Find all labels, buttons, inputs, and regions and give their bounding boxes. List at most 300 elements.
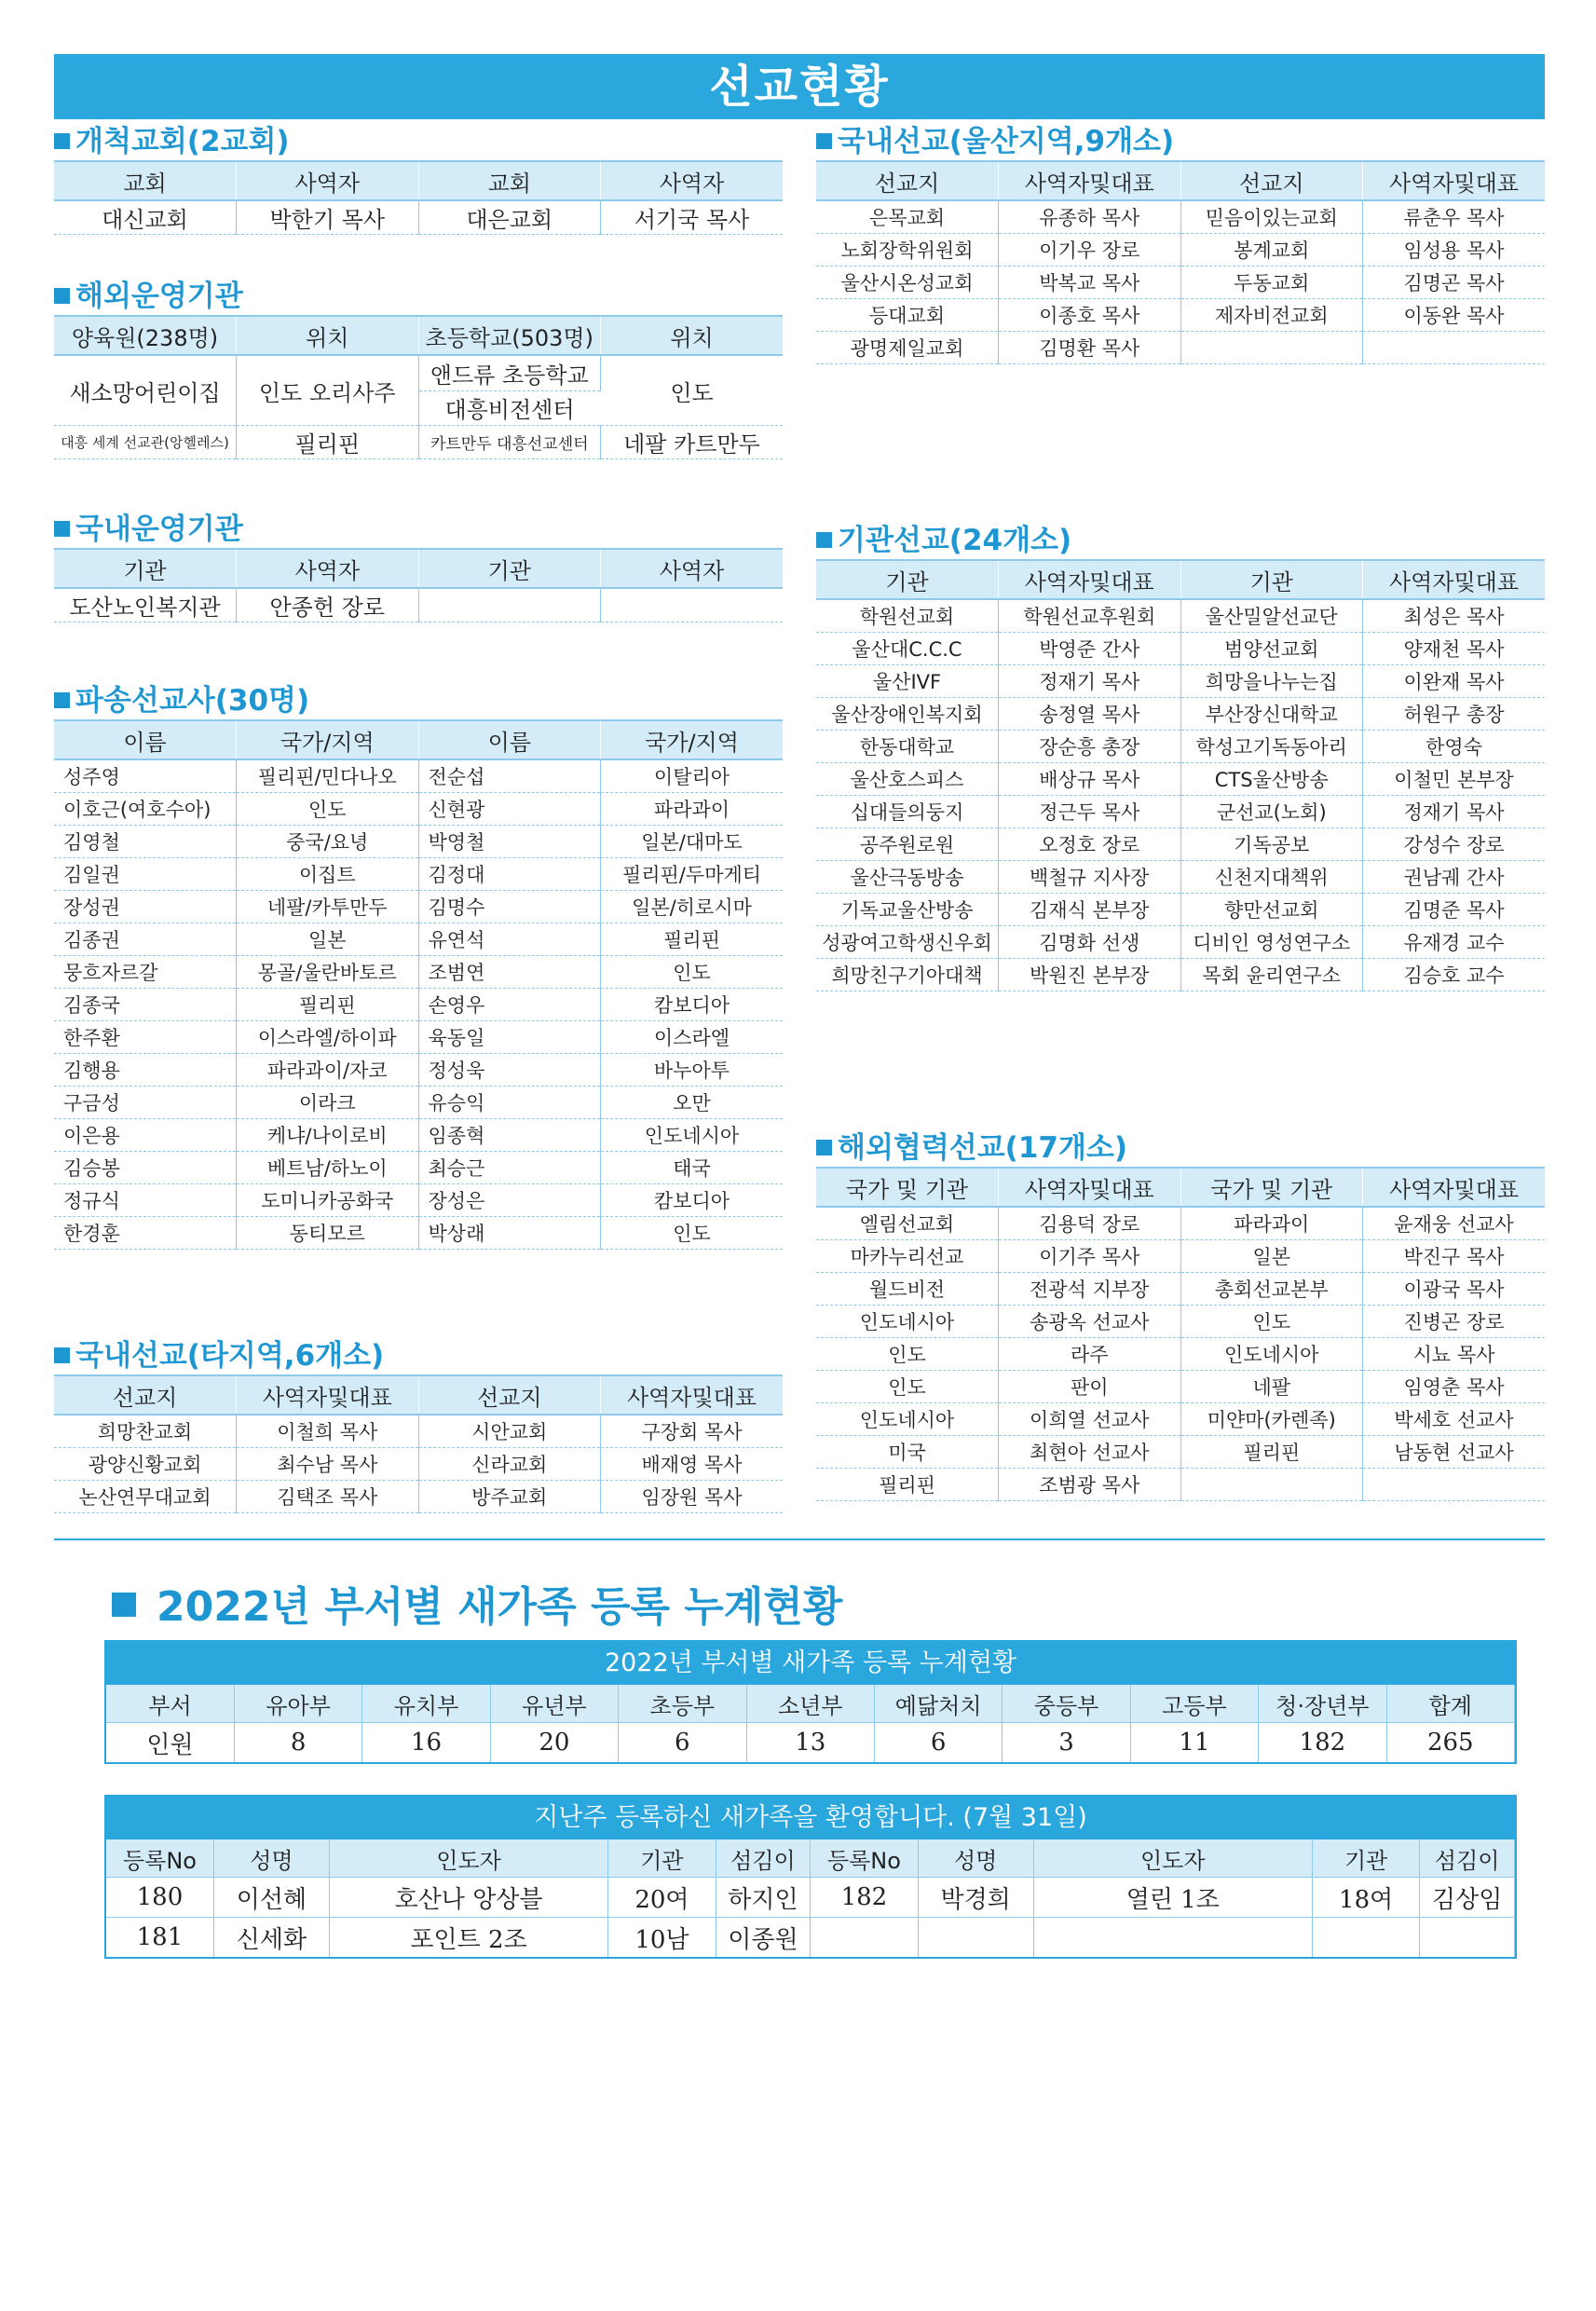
table-cell: 신라교회: [418, 1448, 601, 1481]
table-row: [54, 923, 783, 956]
table-cell: 인도네시아: [816, 1306, 999, 1338]
table-cell: 최승근: [418, 1152, 601, 1184]
table-cell: 조범연: [418, 956, 601, 989]
table-cell: 희망찬교회: [54, 1415, 237, 1448]
table-cell: 판이: [999, 1371, 1181, 1403]
table-cell: 광양신황교회: [54, 1448, 237, 1481]
table-header: 선교지: [418, 1375, 601, 1415]
table-cell: 이철민 본부장: [1363, 763, 1546, 796]
table-header: 위치: [601, 316, 784, 355]
table-cell: 김재식 본부장: [999, 894, 1181, 926]
table-cell: 인도네시아: [601, 1119, 784, 1152]
table-cell: 범양선교회: [1180, 633, 1363, 665]
table-header: 위치: [237, 316, 419, 355]
table-row: [106, 1878, 1515, 1918]
table-row: [816, 267, 1545, 299]
table-header: 사역자및대표: [999, 560, 1181, 599]
table-cell: 중국/요녕: [237, 826, 419, 858]
table-cell: 이호근(여호수아): [54, 793, 237, 826]
table-row: [54, 1448, 783, 1481]
table-cell: 성주영: [54, 759, 237, 793]
table-cell: 대흥비전센터: [418, 390, 601, 426]
table-cell: [601, 588, 784, 622]
section-title: 개척교회(2교회): [54, 123, 783, 160]
table-cell: 케냐/나이로비: [237, 1119, 419, 1152]
table-cell: 이선혜: [213, 1878, 329, 1918]
table-cell: 캄보디아: [601, 989, 784, 1021]
square-bullet-icon: [54, 521, 70, 537]
table-header: 중등부: [1003, 1685, 1130, 1723]
table-cell: 김명화 선생: [999, 926, 1181, 959]
overseas-coop-section: [816, 1129, 1545, 1501]
table-header: 합계: [1386, 1685, 1514, 1723]
table-header: 초등학교(503명): [418, 316, 601, 355]
table-cell: 엘림선교회: [816, 1207, 999, 1240]
table-cell: CTS울산방송: [1180, 763, 1363, 796]
table-cell: 전광석 지부장: [999, 1273, 1181, 1306]
table-cell: 박영철: [418, 826, 601, 858]
table-cell: 필리핀: [237, 989, 419, 1021]
table-cell: 안종헌 장로: [237, 588, 419, 622]
table-cell: 정규식: [54, 1184, 237, 1217]
table-header: 기관: [418, 549, 601, 588]
table-cell: 6: [619, 1723, 746, 1763]
table-row: [816, 894, 1545, 926]
table-cell: 인도: [237, 793, 419, 826]
table-cell: 인원: [106, 1723, 234, 1763]
table-cell: 18여: [1312, 1878, 1419, 1918]
table-cell: 유승익: [418, 1087, 601, 1119]
table-cell: 두동교회: [1180, 267, 1363, 299]
table-cell: 182: [1259, 1723, 1386, 1763]
table-cell: 16: [362, 1723, 490, 1763]
table-row: [816, 633, 1545, 665]
table-cell: 오만: [601, 1087, 784, 1119]
institutional-section: [816, 522, 1545, 991]
section-title: 국내선교(타지역,6개소): [54, 1337, 783, 1374]
table-row: [816, 698, 1545, 731]
square-bullet-icon: [54, 288, 70, 304]
table-cell: 이희열 선교사: [999, 1403, 1181, 1436]
table-row: [816, 599, 1545, 633]
table-cell: 이스라엘: [601, 1021, 784, 1054]
square-bullet-icon: [816, 133, 832, 149]
table-row: [54, 1152, 783, 1184]
table-header: 사역자: [601, 161, 784, 200]
table-cell: 유종하 목사: [999, 200, 1181, 234]
table-header: 섬김이: [716, 1839, 811, 1878]
table-cell: 학원선교후원회: [999, 599, 1181, 633]
table-cell: 디비인 영성연구소: [1180, 926, 1363, 959]
table-cell: 구장회 목사: [601, 1415, 784, 1448]
table-cell: 10남: [608, 1918, 716, 1958]
table-row: [54, 858, 783, 891]
table-cell: 265: [1386, 1723, 1514, 1763]
table-cell: [811, 1918, 918, 1958]
table-cell: [1363, 332, 1546, 364]
domestic-ulsan-table: [816, 160, 1545, 364]
table-row: [816, 1273, 1545, 1306]
table-cell: 정성욱: [418, 1054, 601, 1087]
table-cell: 태국: [601, 1152, 784, 1184]
table-cell: 기독공보: [1180, 828, 1363, 861]
table-cell: 한주환: [54, 1021, 237, 1054]
table-cell: 김승봉: [54, 1152, 237, 1184]
table-cell: 필리핀: [1180, 1436, 1363, 1469]
table-row: [816, 200, 1545, 234]
table-cell: 학성고기독동아리: [1180, 731, 1363, 763]
table-cell: 신현광: [418, 793, 601, 826]
table-cell: 박복교 목사: [999, 267, 1181, 299]
table-cell: 이은용: [54, 1119, 237, 1152]
welcome-box: [104, 1795, 1517, 1959]
table-cell: 파라과이/자코: [237, 1054, 419, 1087]
table-row: [54, 1087, 783, 1119]
table-cell: 8: [234, 1723, 361, 1763]
table-cell: 강성수 장로: [1363, 828, 1546, 861]
table-row: [54, 759, 783, 793]
table-cell: 김행용: [54, 1054, 237, 1087]
table-cell: [1180, 1469, 1363, 1501]
table-cell: 김상임: [1420, 1878, 1515, 1918]
table-cell: 이스라엘/하이파: [237, 1021, 419, 1054]
table-row: [106, 1918, 1515, 1958]
table-row: [816, 1207, 1545, 1240]
table-cell: 카트만두 대흥선교센터: [418, 426, 601, 459]
table-cell: 신천지대책위: [1180, 861, 1363, 894]
section-title: 해외협력선교(17개소): [816, 1129, 1545, 1167]
table-cell: 이집트: [237, 858, 419, 891]
page-banner: 선교현황: [54, 54, 1545, 119]
table-row: [54, 1021, 783, 1054]
table-header: 국가/지역: [237, 720, 419, 759]
table-cell: 김정대: [418, 858, 601, 891]
table-cell: 파라과이: [601, 793, 784, 826]
table-row: [816, 1240, 1545, 1273]
table-cell: 노회장학위원회: [816, 234, 999, 267]
table-cell: 십대들의둥지: [816, 796, 999, 828]
table-cell: 20: [490, 1723, 618, 1763]
table-cell: 희망을나누는집: [1180, 665, 1363, 698]
table-header: 선교지: [1180, 161, 1363, 200]
table-cell: 희망친구기아대책: [816, 959, 999, 991]
table-header: 국가/지역: [601, 720, 784, 759]
table-cell: 박세호 선교사: [1363, 1403, 1546, 1436]
table-header: 유년부: [490, 1685, 618, 1723]
table-cell: 울산장애인복지회: [816, 698, 999, 731]
table-cell: 김종국: [54, 989, 237, 1021]
table-row: [816, 1338, 1545, 1371]
table-header: 사역자및대표: [999, 161, 1181, 200]
square-bullet-icon: [54, 1347, 70, 1363]
table-cell: 최성은 목사: [1363, 599, 1546, 633]
table-cell: 정재기 목사: [1363, 796, 1546, 828]
table-cell: 김영철: [54, 826, 237, 858]
table-cell: 바누아투: [601, 1054, 784, 1087]
table-header: 선교지: [54, 1375, 237, 1415]
table-cell: 이광국 목사: [1363, 1273, 1546, 1306]
table-cell: 이종원: [716, 1918, 811, 1958]
table-cell: 김명곤 목사: [1363, 267, 1546, 299]
table-cell: 김승호 교수: [1363, 959, 1546, 991]
table-cell: 대은교회: [418, 200, 601, 235]
table-row: [54, 891, 783, 923]
table-cell: 울산극동방송: [816, 861, 999, 894]
table-header: 사역자: [237, 549, 419, 588]
square-bullet-icon: [54, 692, 70, 708]
table-cell: 기독교울산방송: [816, 894, 999, 926]
table-cell: 박진구 목사: [1363, 1240, 1546, 1273]
table-cell: 인도네시아: [816, 1403, 999, 1436]
table-cell: 13: [746, 1723, 874, 1763]
table-cell: 임장원 목사: [601, 1481, 784, 1513]
table-row: [54, 1415, 783, 1448]
table-cell: 허원구 총장: [1363, 698, 1546, 731]
table-cell: 도미니카공화국: [237, 1184, 419, 1217]
table-row: [816, 234, 1545, 267]
table-cell: 최수남 목사: [237, 1448, 419, 1481]
table-cell: 181: [106, 1918, 213, 1958]
table-header: 등록No: [106, 1839, 213, 1878]
table-header: 예닮처치: [874, 1685, 1002, 1723]
table-cell: 장성권: [54, 891, 237, 923]
table-cell: [1180, 332, 1363, 364]
table-header: 사역자: [237, 161, 419, 200]
table-row: [54, 1184, 783, 1217]
table-cell: [1312, 1918, 1419, 1958]
table-cell: 필리핀: [816, 1469, 999, 1501]
table-cell: 네팔 카트만두: [601, 426, 784, 459]
table-cell: 일본/히로시마: [601, 891, 784, 923]
table-cell: 류춘우 목사: [1363, 200, 1546, 234]
pioneer-table: [54, 160, 783, 235]
section-title: 국내선교(울산지역,9개소): [816, 123, 1545, 160]
table-cell: 이탈리아: [601, 759, 784, 793]
table-header: 부서: [106, 1685, 234, 1723]
table-cell: 시뇨 목사: [1363, 1338, 1546, 1371]
square-bullet-icon: [816, 532, 832, 548]
table-header: 선교지: [816, 161, 999, 200]
table-header: 국가 및 기관: [816, 1168, 999, 1207]
overseas-org-table: [54, 315, 783, 459]
table-cell: 장순흥 총장: [999, 731, 1181, 763]
overseas-coop-table: [816, 1167, 1545, 1501]
table-cell: 손영우: [418, 989, 601, 1021]
table-cell: 울산대C.C.C: [816, 633, 999, 665]
table-cell: 일본/대마도: [601, 826, 784, 858]
registration-caption: 2022년 부서별 새가족 등록 누계현황: [106, 1642, 1515, 1685]
table-row: [54, 1217, 783, 1250]
table-cell: 박영준 간사: [999, 633, 1181, 665]
table-cell: 임성용 목사: [1363, 234, 1546, 267]
table-row: [816, 1403, 1545, 1436]
table-cell: 네팔: [1180, 1371, 1363, 1403]
table-cell: 김택조 목사: [237, 1481, 419, 1513]
table-cell: 미얀마(카렌족): [1180, 1403, 1363, 1436]
table-row: [54, 826, 783, 858]
table-cell: 인도네시아: [1180, 1338, 1363, 1371]
table-cell: 베트남/하노이: [237, 1152, 419, 1184]
table-cell: 이기주 목사: [999, 1240, 1181, 1273]
registration-title: 2022년 부서별 새가족 등록 누계현황: [112, 1573, 842, 1633]
table-cell: 필리핀: [601, 923, 784, 956]
table-cell: 군선교(노회): [1180, 796, 1363, 828]
table-cell: 이라크: [237, 1087, 419, 1119]
table-cell: 김명환 목사: [999, 332, 1181, 364]
section-title: 기관선교(24개소): [816, 522, 1545, 559]
table-cell: 앤드류 초등학교: [418, 355, 601, 390]
table-cell: 믿음이있는교회: [1180, 200, 1363, 234]
table-row: [54, 200, 783, 235]
table-row: [816, 665, 1545, 698]
domestic-ulsan-section: [816, 123, 1545, 364]
table-row: [816, 959, 1545, 991]
section-title: 해외운영기관: [54, 278, 783, 315]
table-cell: 파라과이: [1180, 1207, 1363, 1240]
table-cell: 유재경 교수: [1363, 926, 1546, 959]
table-header: 국가 및 기관: [1180, 1168, 1363, 1207]
table-cell: 양재천 목사: [1363, 633, 1546, 665]
registration-table: [106, 1685, 1515, 1762]
section-title: 국내운영기관: [54, 511, 783, 548]
table-cell: 시안교회: [418, 1415, 601, 1448]
table-cell: 조범광 목사: [999, 1469, 1181, 1501]
table-cell: 울산호스피스: [816, 763, 999, 796]
table-cell: 등대교회: [816, 299, 999, 332]
table-cell: 배상규 목사: [999, 763, 1181, 796]
table-header: 사역자및대표: [1363, 560, 1546, 599]
table-cell: 이기우 장로: [999, 234, 1181, 267]
table-cell: 182: [811, 1878, 918, 1918]
table-header: 이름: [418, 720, 601, 759]
table-row: [816, 861, 1545, 894]
table-cell: 진병곤 장로: [1363, 1306, 1546, 1338]
table-cell: 일본: [237, 923, 419, 956]
registration-box: [104, 1640, 1517, 1764]
table-header: 교회: [418, 161, 601, 200]
table-cell: 공주원로원: [816, 828, 999, 861]
table-row: [54, 1119, 783, 1152]
table-cell: 미국: [816, 1436, 999, 1469]
table-cell: 서기국 목사: [601, 200, 784, 235]
table-cell: 박경희: [918, 1878, 1033, 1918]
table-cell: 울산밀알선교단: [1180, 599, 1363, 633]
table-header: 이름: [54, 720, 237, 759]
table-row: [816, 828, 1545, 861]
table-cell: 11: [1130, 1723, 1258, 1763]
square-bullet-icon: [112, 1593, 136, 1617]
table-cell: [918, 1918, 1033, 1958]
missionaries-table: [54, 719, 783, 1250]
table-header: 기관: [54, 549, 237, 588]
table-cell: 김명수: [418, 891, 601, 923]
table-cell: 김종권: [54, 923, 237, 956]
table-cell: 오정호 장로: [999, 828, 1181, 861]
domestic-org-table: [54, 548, 783, 622]
table-cell: 일본: [1180, 1240, 1363, 1273]
table-cell: 박한기 목사: [237, 200, 419, 235]
table-header: 성명: [918, 1839, 1033, 1878]
table-cell: 울산IVF: [816, 665, 999, 698]
table-cell: 인도: [1180, 1306, 1363, 1338]
table-cell: [1363, 1469, 1546, 1501]
table-header: 기관: [608, 1839, 716, 1878]
table-header: 유치부: [362, 1685, 490, 1723]
table-header: 사역자및대표: [1363, 161, 1546, 200]
table-row: [54, 1054, 783, 1087]
table-row: [54, 793, 783, 826]
table-cell: 인도: [816, 1371, 999, 1403]
table-cell: 이종호 목사: [999, 299, 1181, 332]
table-row: [54, 1481, 783, 1513]
table-row: [54, 956, 783, 989]
table-header: 사역자및대표: [237, 1375, 419, 1415]
table-cell: 인도 오리사주: [237, 355, 419, 426]
table-cell: 한경훈: [54, 1217, 237, 1250]
table-cell: 남동현 선교사: [1363, 1436, 1546, 1469]
table-header: 유아부: [234, 1685, 361, 1723]
table-header: 사역자및대표: [999, 1168, 1181, 1207]
table-cell: 인도: [601, 956, 784, 989]
table-cell: 필리핀: [237, 426, 419, 459]
table-cell: 도산노인복지관: [54, 588, 237, 622]
table-cell: 학원선교회: [816, 599, 999, 633]
table-cell: 송정열 목사: [999, 698, 1181, 731]
table-header: 인도자: [1033, 1839, 1312, 1878]
table-cell: 최현아 선교사: [999, 1436, 1181, 1469]
table-cell: 윤재웅 선교사: [1363, 1207, 1546, 1240]
table-header: 등록No: [811, 1839, 918, 1878]
domestic-org-section: [54, 511, 783, 622]
table-cell: [418, 588, 601, 622]
table-cell: 이철희 목사: [237, 1415, 419, 1448]
table-cell: 부산장신대학교: [1180, 698, 1363, 731]
table-cell: 전순섭: [418, 759, 601, 793]
table-cell: 6: [874, 1723, 1002, 1763]
missionaries-section: [54, 682, 783, 1250]
table-cell: 박원진 본부장: [999, 959, 1181, 991]
table-header: 양육원(238명): [54, 316, 237, 355]
table-header: 고등부: [1130, 1685, 1258, 1723]
table-cell: 김일권: [54, 858, 237, 891]
table-cell: 송광옥 선교사: [999, 1306, 1181, 1338]
table-header: 사역자및대표: [1363, 1168, 1546, 1207]
table-row: [816, 731, 1545, 763]
table-header: 성명: [213, 1839, 329, 1878]
table-cell: 마카누리선교: [816, 1240, 999, 1273]
table-cell: 논산연무대교회: [54, 1481, 237, 1513]
table-cell: 유연석: [418, 923, 601, 956]
table-cell: 라주: [999, 1338, 1181, 1371]
table-row: [816, 1469, 1545, 1501]
square-bullet-icon: [816, 1140, 832, 1156]
table-cell: 박상래: [418, 1217, 601, 1250]
table-cell: 20여: [608, 1878, 716, 1918]
table-cell: 향만선교회: [1180, 894, 1363, 926]
table-cell: 제자비전교회: [1180, 299, 1363, 332]
table-row: [816, 332, 1545, 364]
table-cell: 필리핀/민다나오: [237, 759, 419, 793]
table-cell: 동티모르: [237, 1217, 419, 1250]
table-cell: 신세화: [213, 1918, 329, 1958]
table-header: 청·장년부: [1259, 1685, 1386, 1723]
table-cell: 한영숙: [1363, 731, 1546, 763]
table-cell: 3: [1003, 1723, 1130, 1763]
welcome-caption: 지난주 등록하신 새가족을 환영합니다. (7월 31일): [106, 1797, 1515, 1839]
table-cell: 대흥 세계 선교관(앙헬레스): [54, 426, 237, 459]
table-cell: 열린 1조: [1033, 1878, 1312, 1918]
table-cell: 배재영 목사: [601, 1448, 784, 1481]
